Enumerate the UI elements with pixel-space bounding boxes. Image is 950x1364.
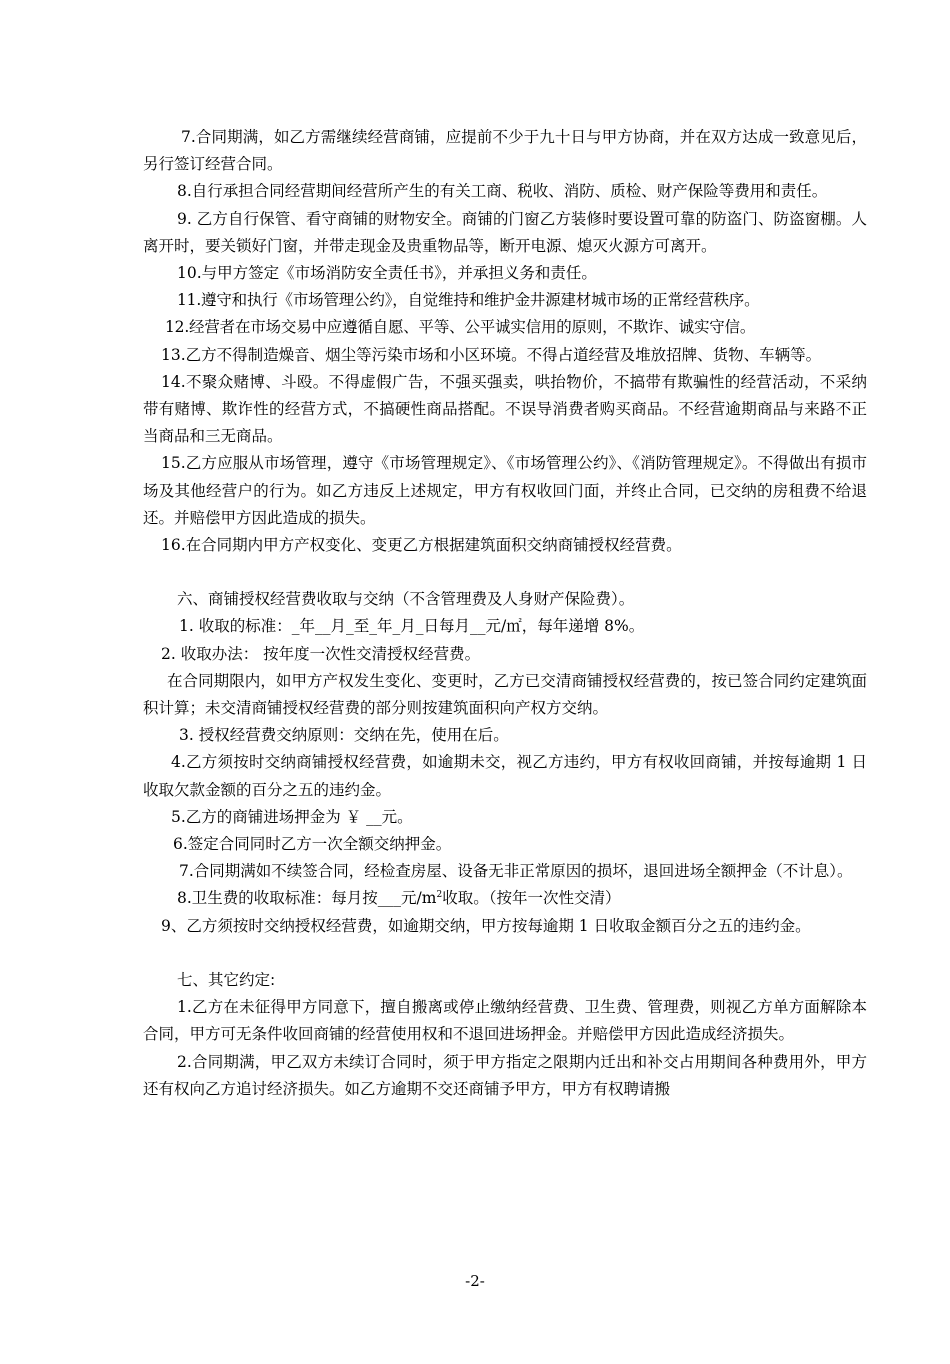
clause-6-6: 6.签定合同同时乙方一次全额交纳押金。	[173, 835, 452, 854]
spacer	[143, 940, 867, 967]
clause-6-4: 4.乙方须按时交纳商铺授权经营费，如逾期未交，视乙方违约，甲方有权收回商铺，并按每逾期 1 日收取欠款金额的百分之五的违约金。	[143, 753, 867, 799]
clause-6-8	[143, 885, 867, 912]
clause-6-8-suffix: 收取。（按年一次性交清）	[442, 889, 621, 908]
clause-5-11: 11.遵守和执行《市场管理公约》，自觉维持和维护金井源建材城市场的正常经营秩序。	[177, 291, 760, 310]
clause-5-13: 13.乙方不得制造燥音、烟尘等污染市场和小区环境。不得占道经营及堆放招牌、货物、车辆等。	[161, 345, 822, 364]
clause-6-2-detail: 在合同期限内，如甲方产权发生变化、变更时，乙方已交清商铺授权经营费的，按已签合同约定建筑面积计算；未交清商铺授权经营费的部分则按建筑面积向产权方交纳。	[143, 671, 867, 718]
clause-6-3: 3. 授权经营费交纳原则：交纳在先，使用在后。	[179, 726, 509, 745]
clause-6-2: 2. 收取办法： 按年度一次性交清授权经营费。	[161, 644, 481, 663]
clause-5-12: 12.经营者在市场交易中应遵循自愿、平等、公平诚实信用的原则，不欺诈、诚实守信。	[165, 318, 756, 337]
document-body	[143, 124, 867, 1103]
clause-5-10: 10.与甲方签定《市场消防安全责任书》，并承担义务和责任。	[177, 264, 597, 283]
clause-5-8: 8.自行承担合同经营期间经营所产生的有关工商、税收、消防、质检、财产保险等费用和责任。	[177, 182, 828, 201]
spacer	[143, 559, 867, 586]
clause-5-9: 9. 乙方自行保管、看守商铺的财物安全。商铺的门窗乙方装修时要设置可靠的防盗门、防盗窗棚。人离开时，要关锁好门窗，并带走现金及贵重物品等，断开电源、熄灭火源方可离开。	[143, 209, 867, 255]
clause-6-5: 5.乙方的商铺进场押金为 ￥ __元。	[171, 807, 413, 826]
page-number: -2-	[465, 1272, 485, 1290]
clause-6-7: 7.合同期满如不续签合同，经检查房屋、设备无非正常原因的损坏，退回进场全额押金（不计息）。	[179, 862, 853, 881]
unit-superscript: 2	[436, 890, 443, 901]
clause-7-2: 2.合同期满，甲乙双方未续订合同时，须于甲方指定之限期内迁出和补交占用期间各种费用外，甲方还有权向乙方追讨经济损失。如乙方逾期不交还商铺予甲方，甲方有权聘请搬	[143, 1052, 867, 1098]
clause-5-15: 15.乙方应服从市场管理，遵守《市场管理规定》、《市场管理公约》、《消防管理规定》。不得做出有损市场及其他经营户的行为。如乙方违反上述规定，甲方有权收回门面，并终止合同，已交纳的房租费不给退还。并赔偿甲方因此造成的损失。	[143, 454, 867, 527]
clause-6-1: 1. 收取的标准：_年__月_至_年_月_日每月__元/㎡，每年递增 8%。	[179, 617, 645, 636]
clause-7-1: 1.乙方在未征得甲方同意下，擅自搬离或停止缴纳经营费、卫生费、管理费，则视乙方单方面解除本合同，甲方可无条件收回商铺的经营使用权和不退回进场押金。并赔偿甲方因此造成经济损失。	[143, 998, 867, 1044]
clause-6-8-text: 8.卫生费的收取标准：每月按___元/m	[177, 889, 437, 908]
section-7-heading: 七、其它约定:	[177, 970, 276, 989]
clause-6-9: 9、乙方须按时交纳授权经营费，如逾期交纳，甲方按每逾期 1 日收取金额百分之五的违约金。	[161, 916, 811, 935]
clause-5-14: 14.不聚众赌博、斗殴。不得虚假广告，不强买强卖，哄抬物价，不搞带有欺骗性的经营活动，不采纳带有赌博、欺诈性的经营方式，不搞硬性商品搭配。不误导消费者购买商品。不经营逾期商品与来路不正当商品和三无商品。	[143, 372, 867, 446]
section-6-heading: 六、商铺授权经营费收取与交纳（不含管理费及人身财产保险费）。	[177, 590, 635, 609]
clause-5-7: 7.合同期满，如乙方需继续经营商铺，应提前不少于九十日与甲方协商，并在双方达成一致意见后，另行签订经营合同。	[143, 128, 867, 174]
clause-5-16: 16.在合同期内甲方产权变化、变更乙方根据建筑面积交纳商铺授权经营费。	[161, 536, 682, 555]
